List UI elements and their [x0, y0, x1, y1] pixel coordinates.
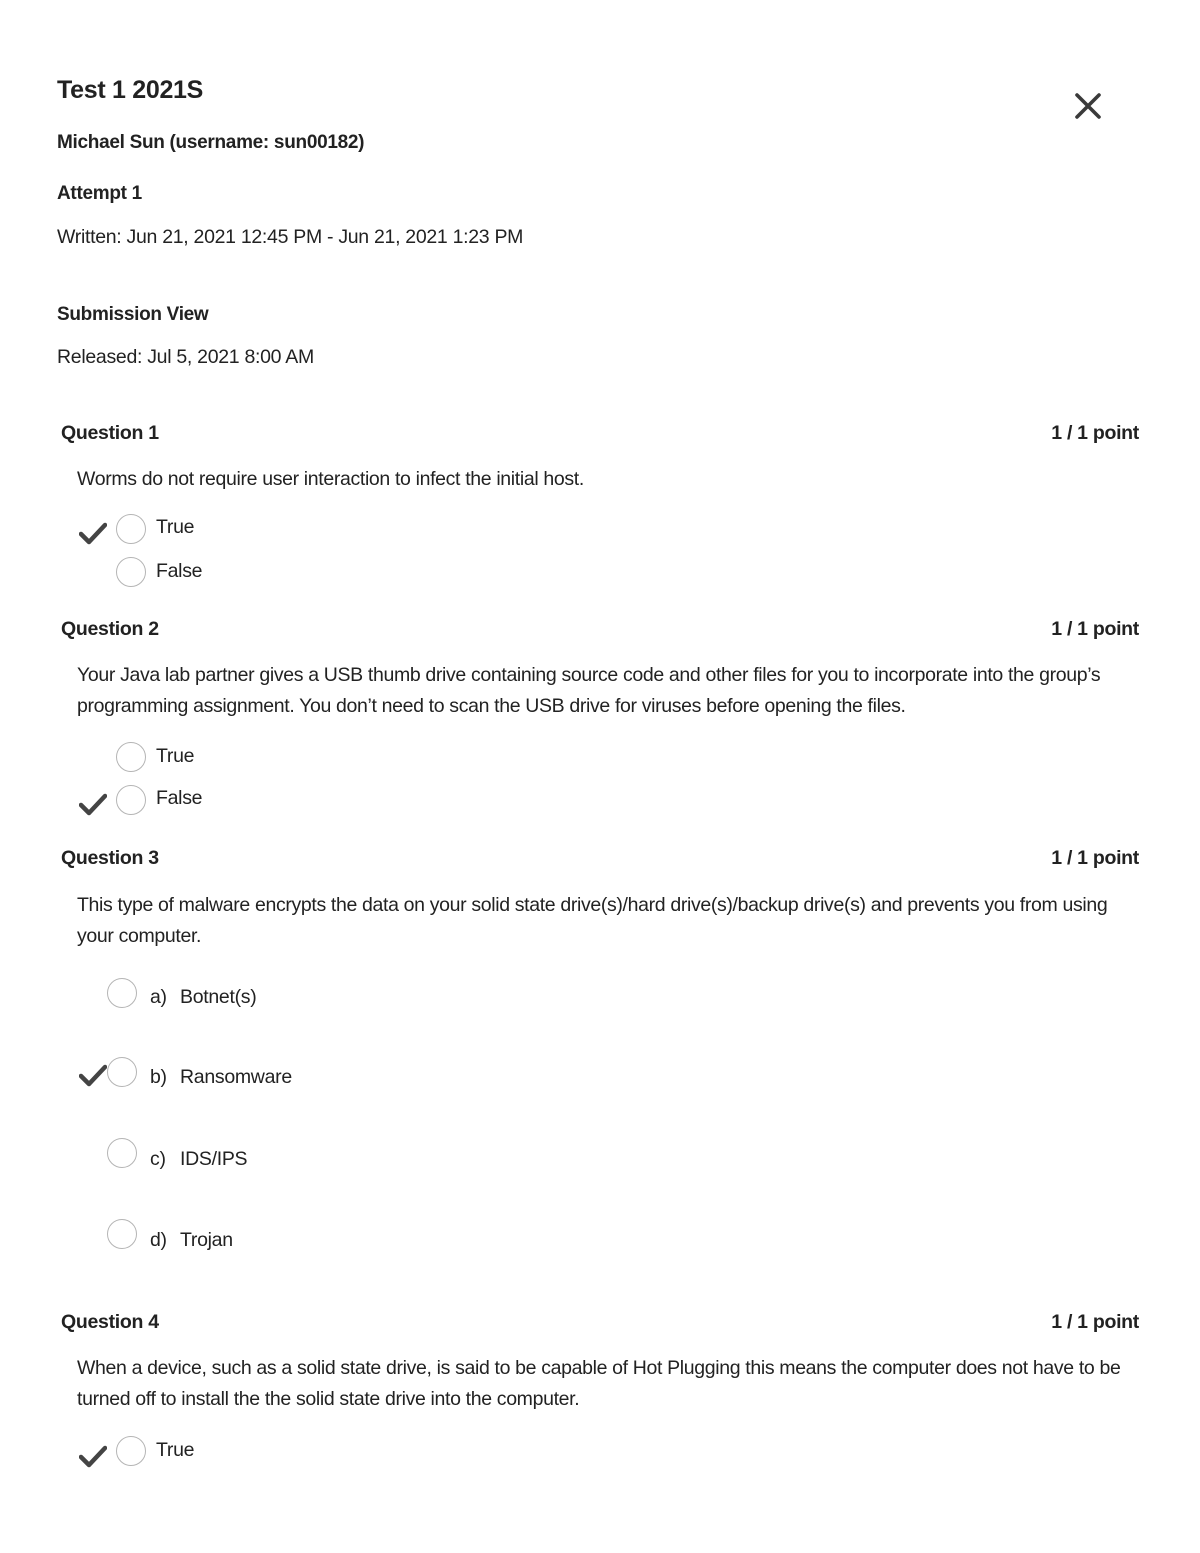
correct-check-icon: [79, 521, 107, 545]
option-radio[interactable]: [107, 978, 137, 1008]
option-letter: a): [150, 986, 167, 1008]
option-radio[interactable]: [107, 1138, 137, 1168]
close-icon[interactable]: [1073, 91, 1103, 121]
option-radio[interactable]: [116, 742, 146, 772]
attempt-label: Attempt 1: [57, 183, 142, 204]
option-label: True: [156, 745, 195, 767]
option-radio[interactable]: [116, 514, 146, 544]
option-label: True: [156, 1439, 195, 1461]
option-label: Ransomware: [180, 1066, 292, 1088]
option-label: False: [156, 787, 203, 809]
option-radio[interactable]: [116, 557, 146, 587]
question-title: Question 2: [61, 618, 159, 640]
option-label: Botnet(s): [180, 986, 257, 1008]
option-radio[interactable]: [107, 1057, 137, 1087]
option-letter: d): [150, 1229, 167, 1251]
written-time: Written: Jun 21, 2021 12:45 PM - Jun 21, 2021 1:23 PM: [57, 226, 524, 248]
question-title: Question 3: [61, 847, 159, 869]
option-letter: b): [150, 1066, 167, 1088]
question-title: Question 1: [61, 422, 159, 444]
question-points: 1 / 1 point: [1051, 618, 1139, 640]
question-title: Question 4: [61, 1311, 159, 1333]
correct-check-icon: [79, 1444, 107, 1468]
option-label: True: [156, 516, 195, 538]
submission-view-label: Submission View: [57, 304, 209, 325]
question-points: 1 / 1 point: [1051, 1311, 1139, 1333]
option-label: Trojan: [180, 1229, 233, 1251]
released-time: Released: Jul 5, 2021 8:00 AM: [57, 346, 314, 368]
correct-check-icon: [79, 1063, 107, 1087]
option-radio[interactable]: [116, 1436, 146, 1466]
user-name: Michael Sun (username: sun00182): [57, 132, 365, 153]
option-label: IDS/IPS: [180, 1148, 248, 1170]
option-label: False: [156, 560, 203, 582]
option-radio[interactable]: [107, 1219, 137, 1249]
question-text: When a device, such as a solid state drive, is said to be capable of Hot Plugging this means the computer does not have to be turned off to install the the solid state drive into the computer.: [77, 1357, 1121, 1410]
question-text: This type of malware encrypts the data on your solid state drive(s)/hard drive(s)/backup drive(s) and prevents you from using your computer.: [77, 894, 1108, 947]
option-letter: c): [150, 1148, 166, 1170]
page-title: Test 1 2021S: [57, 76, 204, 104]
question-points: 1 / 1 point: [1051, 847, 1139, 869]
question-text: Your Java lab partner gives a USB thumb drive containing source code and other files for you to incorporate into the group’s programming assignment. You don’t need to scan the USB drive for viruses before opening the files.: [77, 664, 1101, 717]
question-points: 1 / 1 point: [1051, 422, 1139, 444]
correct-check-icon: [79, 792, 107, 816]
question-text: Worms do not require user interaction to infect the initial host.: [77, 468, 584, 490]
option-radio[interactable]: [116, 785, 146, 815]
